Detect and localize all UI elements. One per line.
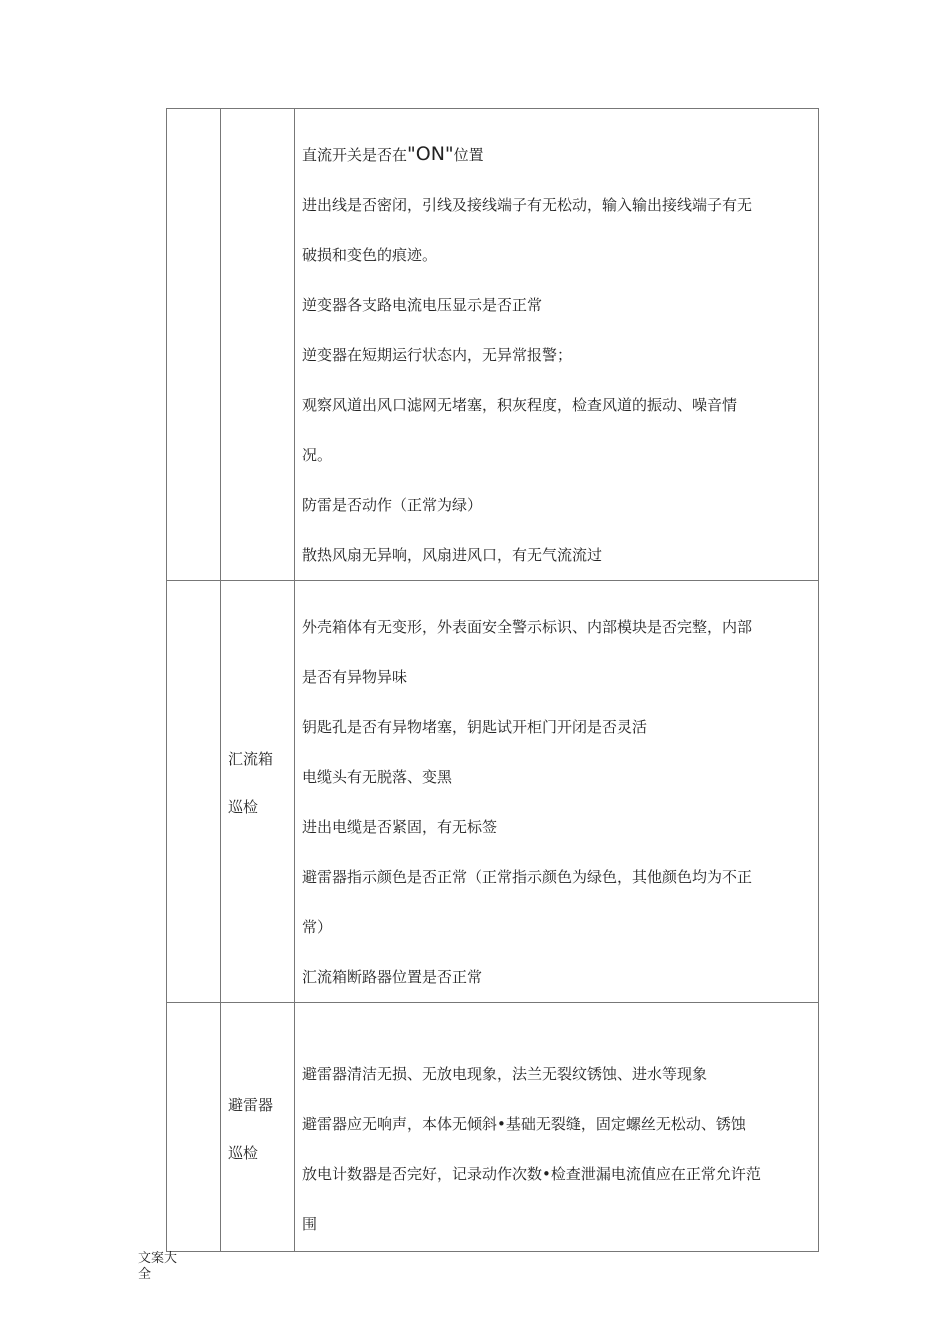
check-item: 观察风道出风口滤网无堵塞，积灰程度，检查风道的振动、噪音情 — [302, 396, 738, 414]
footer-text — [138, 1251, 182, 1283]
check-item: 常） — [302, 918, 333, 936]
category-label-line1: 汇流箱 — [228, 750, 274, 768]
category-label-line1: 避雷器 — [228, 1096, 274, 1114]
check-item: 逆变器在短期运行状态内，无异常报警； — [302, 346, 573, 364]
table-row — [167, 1003, 819, 1252]
check-item-text: 直流开关是否在 — [302, 146, 408, 164]
category-cell — [221, 109, 295, 581]
check-item-text-suffix: 位置 — [453, 146, 484, 164]
items-cell — [295, 581, 819, 1003]
category-label-line2: 巡检 — [228, 1144, 259, 1162]
check-item: 放电计数器是否完好，记录动作次数•检查泄漏电流值应在正常允许范 — [302, 1165, 761, 1183]
index-cell — [167, 581, 221, 1003]
check-item: 避雷器应无响声，本体无倾斜•基础无裂缝，固定螺丝无松动、锈蚀 — [302, 1115, 746, 1133]
on-label: "ON" — [407, 143, 454, 165]
check-item: 汇流箱断路器位置是否正常 — [302, 968, 483, 986]
check-item: 破损和变色的痕迹。 — [302, 246, 438, 264]
check-item: 避雷器清洁无损、无放电现象，法兰无裂纹锈蚀、进水等现象 — [302, 1065, 708, 1083]
items-cell — [295, 109, 819, 581]
check-item: 进出电缆是否紧固，有无标签 — [302, 818, 498, 836]
check-item: 外壳箱体有无变形，外表面安全警示标识、内部模块是否完整，内部 — [302, 618, 753, 636]
category-cell — [221, 581, 295, 1003]
check-item: 避雷器指示颜色是否正常（正常指示颜色为绿色，其他颜色均为不正 — [302, 868, 753, 886]
table-row — [167, 109, 819, 581]
items-cell — [295, 1003, 819, 1252]
check-item: 是否有异物异味 — [302, 668, 408, 686]
check-item: 逆变器各支路电流电压显示是否正常 — [302, 296, 543, 314]
check-item: 电缆头有无脱落、变黑 — [302, 768, 453, 786]
check-item: 防雷是否动作（正常为绿） — [302, 496, 483, 514]
index-cell — [167, 109, 221, 581]
check-item: 进出线是否密闭，引线及接线端子有无松动，输入输出接线端子有无 — [302, 196, 753, 214]
check-item: 散热风扇无异响，风扇进风口，有无气流流过 — [302, 546, 603, 564]
category-cell — [221, 1003, 295, 1252]
inspection-table — [166, 108, 819, 1252]
footer-line1: 文案大 — [138, 1251, 178, 1266]
table-row — [167, 581, 819, 1003]
footer-line2: 全 — [138, 1267, 152, 1282]
category-label-line2: 巡检 — [228, 798, 259, 816]
check-item: 围 — [302, 1215, 318, 1233]
check-item — [302, 129, 808, 180]
index-cell — [167, 1003, 221, 1252]
check-item: 钥匙孔是否有异物堵塞，钥匙试开柜门开闭是否灵活 — [302, 718, 648, 736]
check-item: 况。 — [302, 446, 333, 464]
